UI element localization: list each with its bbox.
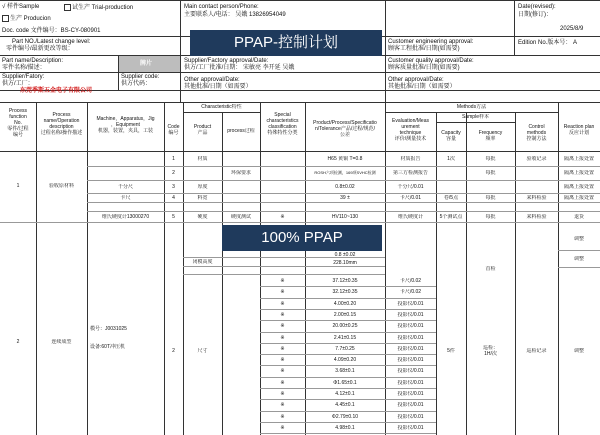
table-row: Φ2.79±0.10 <box>331 413 359 420</box>
table-row: 投影仪/0.01 <box>397 334 424 341</box>
contact-label: Main contact person/Phone: <box>184 4 259 10</box>
rule <box>385 112 558 113</box>
row1-process-no: 1 <box>16 183 20 189</box>
r2-reaction: 调整 <box>573 256 584 262</box>
trial-checkbox-box[interactable] <box>64 4 71 11</box>
table-row: 卷/5点 <box>443 195 459 201</box>
table-row: 投影仪/0.01 <box>397 424 424 431</box>
row2-frequency <box>466 345 515 357</box>
table-row: 39 ± <box>340 195 350 201</box>
col-spec <box>305 120 385 138</box>
rule <box>260 298 436 299</box>
table-row: 厚度 <box>197 184 208 190</box>
table-row: 0.8±0.02 <box>335 184 355 190</box>
table-row: 千分尺 <box>117 184 133 190</box>
table-row: HV110~130 <box>331 214 359 220</box>
rule <box>183 112 260 113</box>
table-row: 每批 <box>485 214 496 220</box>
edition-no: Edition No.版本号： A <box>518 40 578 46</box>
rule <box>558 250 600 251</box>
header-text: Reaction plan <box>563 124 595 130</box>
table-row: 4.45±0.1 <box>335 402 355 409</box>
table-row: ※ <box>280 413 285 420</box>
cust-eng-cn: 顾客工程批准/日期(如需要) <box>388 46 460 52</box>
header-text: 编号 <box>168 130 179 136</box>
table-row: 来料检验 <box>526 195 547 201</box>
header-text: Special <box>274 112 291 118</box>
header-text: function <box>9 114 27 120</box>
r2-reaction: 调整 <box>573 348 584 354</box>
col-process-no <box>0 108 36 138</box>
frequency-line: 巡检： <box>482 345 498 351</box>
table-row: 2.41±0.15 <box>333 334 357 341</box>
rule <box>260 309 436 310</box>
table-row: 2 <box>172 170 175 176</box>
rule <box>180 0 181 102</box>
col-reaction <box>558 124 600 136</box>
header-text: Process <box>8 108 28 114</box>
header-text: 频率 <box>485 136 496 142</box>
ppap-banner: 100% PPAP <box>222 225 382 251</box>
header-text: Product/Process/Specificatio <box>313 120 377 126</box>
table-row: 20.00±0.25 <box>332 323 358 330</box>
header-text: 零件/过程 <box>7 126 29 132</box>
col-control <box>515 124 558 142</box>
rule <box>260 377 436 378</box>
row2-process-name: 连续成型 <box>51 339 72 345</box>
table-row: 卡尺/0.02 <box>399 289 422 296</box>
table-row: ※ <box>280 311 285 318</box>
sample-checkbox-label[interactable]: √ 样件Sample <box>2 4 40 10</box>
table-row: ※ <box>280 289 285 296</box>
table-row: 3 <box>172 184 175 190</box>
table-row: ※ <box>280 424 285 431</box>
table-row: 投影仪/0.01 <box>397 391 424 397</box>
table-row: 5 <box>172 214 175 220</box>
supplier-approval-label: Supplier/Factory approval/Date: <box>184 58 269 64</box>
part-name-cn: 零件名称/描述： <box>2 65 46 71</box>
r2-pre-spec: 228.10mm <box>333 260 357 266</box>
header-text: 控制方法 <box>526 136 547 142</box>
col-eval <box>385 118 436 142</box>
row2-control: 巡检记录 <box>526 348 547 354</box>
table-row: 每批 <box>485 195 496 201</box>
header-text: ，Equipment <box>111 122 140 128</box>
rule <box>0 72 600 73</box>
table-row: 千分尺/0.01 <box>397 184 424 190</box>
frequency-line: 1H/次 <box>484 351 497 357</box>
date-revised-label: Date(revised): <box>518 4 556 10</box>
table-row: 投影仪/0.01 <box>397 413 424 420</box>
table-row: 投影仪/0.01 <box>397 345 424 352</box>
table-row: 3.68±0.1 <box>335 368 355 375</box>
contact-value: 主要联系人/电话： 吴娥 13826954049 <box>184 12 286 18</box>
header-text: classification <box>268 124 297 130</box>
rule <box>514 0 515 55</box>
table-row: 1 <box>172 156 175 162</box>
table-row: 维氏硬度计13000270 <box>101 214 150 220</box>
trial-checkbox-label: 试生产 Trial-production <box>72 5 134 12</box>
header-text: 编号 <box>12 132 23 138</box>
table-row: ※ <box>280 379 285 386</box>
table-row: 投影仪/0.01 <box>397 379 424 386</box>
table-row: 投影仪/0.01 <box>397 323 424 330</box>
part-name-label: Part name/Description: <box>2 58 64 64</box>
col-sample: Sample样本 <box>462 114 489 120</box>
table-row: 4 <box>172 195 175 201</box>
table-row: 来料检验 <box>526 214 547 220</box>
row2-machine-mold: 模号：J0031025 <box>90 326 127 332</box>
banner-title: PPAP-控制计划 <box>190 30 382 56</box>
header-text: Machine，Apparatus，Jig <box>96 116 155 122</box>
col-capacity <box>436 130 466 142</box>
rule <box>260 332 436 333</box>
header-text: 评价/测量技术 <box>394 136 427 142</box>
rule <box>87 202 600 203</box>
table-row: ※ <box>280 300 285 307</box>
table-row: 投影仪/0.01 <box>397 300 424 307</box>
supplier-value: 东莞季斯五金电子有限公司 <box>20 88 93 94</box>
table-row: 7.7±0.25 <box>335 345 355 352</box>
table-row: 隔离上报处置 <box>563 156 594 162</box>
supplier-cn: 供方/工厂： <box>2 81 34 87</box>
rule <box>87 193 600 194</box>
rule <box>0 0 600 1</box>
header-text: name/Operation <box>43 118 80 124</box>
part-no-cn: 零件编号/最新更改等级： <box>6 46 74 52</box>
header-text: Capacity <box>441 130 461 136</box>
table-row: 4.12±0.1 <box>335 391 355 397</box>
table-row: ※ <box>280 214 285 220</box>
header-text: 过程名称/操作描述 <box>40 130 83 136</box>
supplier-code-label: Supplier code: <box>121 74 160 80</box>
other-approval-2-label: Other approval/Date: <box>388 77 444 83</box>
table-row: ※ <box>280 357 285 364</box>
row1-process-name: 验收原材料 <box>48 183 74 189</box>
header-text: 反应计划 <box>568 130 589 136</box>
rule <box>385 0 386 102</box>
rule <box>260 411 436 412</box>
table-row: ※ <box>280 334 285 341</box>
table-row: 4.00±0.20 <box>333 300 357 307</box>
table-row: 隔离上报处置 <box>563 184 594 190</box>
table-row: 材质报告 <box>400 156 421 162</box>
part-name-value: 牌片 <box>140 61 153 67</box>
table-row: 投影仪/0.01 <box>397 357 424 364</box>
r2-frequency-first: 首检 <box>485 266 496 272</box>
col-characteristics: Characteristic特性 <box>201 104 242 110</box>
table-row: 卡尺 <box>120 195 131 201</box>
rule <box>87 180 600 181</box>
header-text: Product <box>193 124 212 130</box>
table-row: 验收记录 <box>526 156 547 162</box>
rule <box>118 72 119 90</box>
table-row: ※ <box>280 391 285 397</box>
rule <box>436 122 515 123</box>
rule <box>260 422 436 423</box>
r2-pre-spec: 0.8 ±0.02 <box>334 252 356 258</box>
row2-code: 2 <box>172 348 175 354</box>
header-text: 产品 <box>197 130 208 136</box>
production-checkbox-box[interactable] <box>2 15 9 22</box>
rule <box>260 354 436 355</box>
table-row: 5个测试点 <box>439 214 463 220</box>
rule <box>260 399 436 400</box>
table-row: 料宽 <box>197 195 208 201</box>
table-row: 卡尺/0.01 <box>399 195 422 201</box>
col-methods: Methods方法 <box>456 104 487 110</box>
rule <box>558 267 600 268</box>
header-text: n/Tolerance产品/过程/规范/ <box>314 126 376 132</box>
other-approval-1-label: Other approval/Date: <box>184 77 240 83</box>
table-row: 投影仪/0.01 <box>397 368 424 375</box>
trial-checkbox[interactable] <box>64 4 133 12</box>
row2-machine-press: 设备:60T冲压机 <box>90 344 126 350</box>
rule <box>87 166 600 167</box>
table-row: 硬度 <box>197 214 208 220</box>
header-text: characteristics <box>266 118 299 124</box>
header-text: 容量 <box>445 136 456 142</box>
r2-reaction: 调整 <box>573 236 584 242</box>
rule <box>0 222 600 223</box>
rule <box>260 343 436 344</box>
other-approval-2-cn: 其他批准/日期（如需要） <box>388 84 456 90</box>
table-row: 37.12±0.35 <box>332 278 358 284</box>
col-special <box>260 112 305 136</box>
header-text: Frequency <box>478 130 503 136</box>
table-row: 卡尺/0.02 <box>399 278 422 284</box>
table-row: 材质 <box>197 156 208 162</box>
rule <box>183 274 385 275</box>
table-row: 32.12±0.35 <box>332 289 358 296</box>
table-row: 退货 <box>573 214 584 220</box>
col-code <box>164 124 183 136</box>
other-approval-1-cn: 其他批准/日期（如需要） <box>184 84 252 90</box>
part-no-label: Part NO./Latest change level: <box>12 39 91 45</box>
table-row: 隔离上报处置 <box>563 170 594 176</box>
rule <box>260 320 436 321</box>
r2-pre-label: 闭模高度 <box>192 259 213 265</box>
table-row: 每批 <box>485 156 496 162</box>
table-row: ※ <box>280 402 285 409</box>
rule <box>0 151 600 152</box>
table-row: ※ <box>280 368 285 375</box>
header-text: 公差 <box>339 132 350 138</box>
header-text: Control <box>528 124 545 130</box>
header-text: methods <box>526 130 547 136</box>
table-row: 每批 <box>485 170 496 176</box>
header-text: urement <box>401 124 420 130</box>
cust-quality-label: Customer quality approval/Date: <box>388 58 474 64</box>
cust-quality-cn: 顾客质量批准/日期(如需要) <box>388 65 460 71</box>
production-checkbox-label: 生产 Producion <box>10 16 51 23</box>
table-row: ROSH六项检测，169项SVHC检测 <box>314 170 376 175</box>
table-row: 投影仪/0.01 <box>397 402 424 409</box>
rule <box>87 211 600 212</box>
header-text: 特殊特性分类 <box>267 130 298 136</box>
table-row: 隔离上报处置 <box>563 195 594 201</box>
header-text: description <box>49 124 74 130</box>
header-text: Process <box>52 112 71 118</box>
date-value: 2025/8/9 <box>560 26 584 32</box>
rule <box>260 286 436 287</box>
table-row: 硬度测试 <box>230 214 251 220</box>
header-text: 机器，装置，夹具，工装 <box>97 128 153 134</box>
col-process: process过程 <box>227 128 255 134</box>
rule <box>260 388 436 389</box>
row2-process-no: 2 <box>16 339 20 345</box>
supplier-label: Supplier/Fatory: <box>2 74 45 80</box>
table-row: ※ <box>280 278 285 284</box>
table-row: 2.00±0.15 <box>333 311 357 318</box>
table-row: 维氏硬度计 <box>397 214 423 220</box>
col-frequency <box>466 130 515 142</box>
header-text: Code <box>167 124 180 130</box>
rule <box>260 433 436 434</box>
rule <box>260 365 436 366</box>
supplier-approval-value: 供方/工厂批准/日期： 宋敏亮 李开延 吴娥 <box>184 65 295 71</box>
date-revised-value: 日期(修订)： <box>518 12 552 18</box>
table-row: 第三方检测报告 <box>392 170 428 176</box>
rule <box>183 266 385 267</box>
col-machine <box>87 116 164 134</box>
row2-product: 尺寸 <box>197 348 208 354</box>
table-row: ※ <box>280 323 285 330</box>
table-row: 4.09±0.20 <box>333 357 357 364</box>
row2-capacity: 5件 <box>447 348 455 354</box>
table-row: Φ1.65±0.1 <box>333 379 357 386</box>
table-row: 4.98±0.1 <box>335 424 355 431</box>
header-text: No. <box>14 120 22 126</box>
cust-eng-label: Customer engineering approval: <box>388 39 474 45</box>
supplier-code-cn: 供方代码： <box>121 81 152 87</box>
table-row: H65 黄铜 T=0.8 <box>327 156 363 162</box>
table-row: 1次 <box>447 156 455 162</box>
production-checkbox[interactable] <box>2 15 51 23</box>
header-text: technique <box>399 130 422 136</box>
col-process-name <box>36 112 87 136</box>
rule <box>0 102 600 103</box>
table-row: 投影仪/0.01 <box>397 311 424 318</box>
header-text: Evaluation/Meas <box>392 118 429 124</box>
col-product <box>183 124 222 136</box>
table-row: 环保要求 <box>230 170 251 176</box>
doc-code: Doc. code 文件编号：BS-CY-080901 <box>2 28 101 34</box>
table-row: ※ <box>280 345 285 352</box>
